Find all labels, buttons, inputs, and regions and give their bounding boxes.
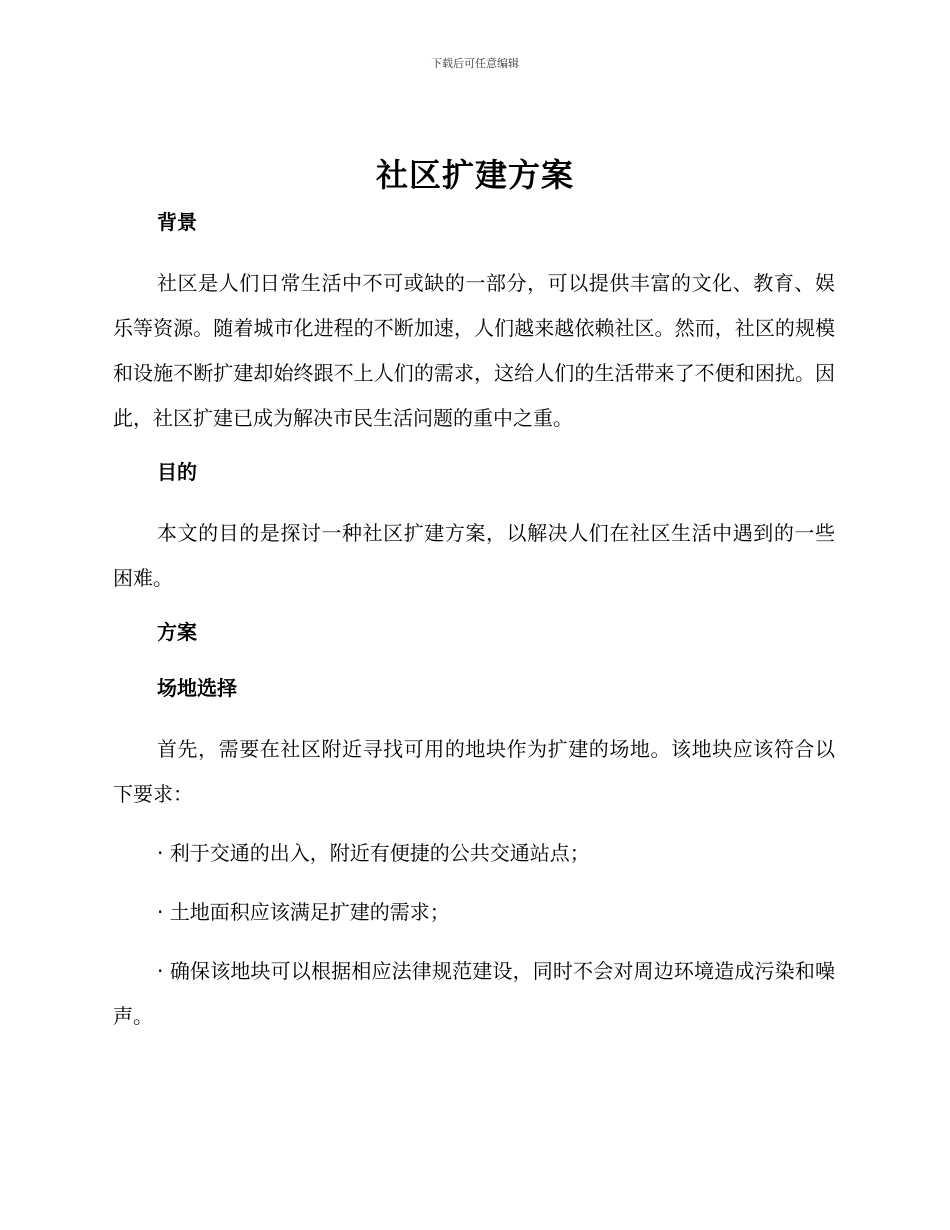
section-heading-site: 场地选择 — [157, 676, 237, 700]
list-item: · 利于交通的出入，附近有便捷的公共交通站点； — [157, 841, 590, 865]
paragraph-site: 首先，需要在社区附近寻找可用的地块作为扩建的场地。该地块应该符合以下要求： — [113, 737, 835, 806]
section-heading-background: 背景 — [157, 210, 197, 234]
paragraph-background: 社区是人们日常生活中不可或缺的一部分，可以提供丰富的文化、教育、娱乐等资源。随着城市化进程的不断加速，人们越来越依赖社区。然而，社区的规模和设施不断扩建却始终跟不上人们的需求，这给人们的生活带来了不便和困扰。因此，社区扩建已成为解决市民生活问题的重中之重。 — [113, 271, 835, 430]
paragraph-purpose: 本文的目的是探讨一种社区扩建方案，以解决人们在社区生活中遇到的一些困难。 — [113, 521, 835, 590]
list-item: · 确保该地块可以根据相应法律规范建设，同时不会对周边环境造成污染和噪声。 — [113, 959, 835, 1028]
list-item: · 土地面积应该满足扩建的需求； — [157, 900, 450, 924]
document-body — [113, 205, 835, 1039]
document-title: 社区扩建方案 — [375, 156, 574, 194]
section-heading-plan: 方案 — [157, 620, 197, 644]
header-note: 下载后可任意编辑 — [431, 57, 519, 70]
section-heading-purpose: 目的 — [157, 460, 197, 484]
